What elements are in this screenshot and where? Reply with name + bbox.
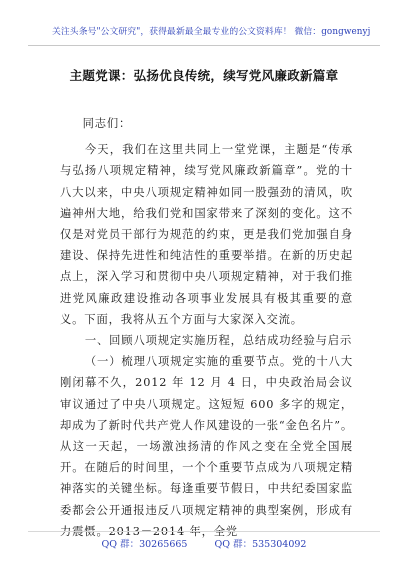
document-title: 主题党课：弘扬优良传统，续写党风廉政新篇章 (69, 68, 339, 83)
paragraph-subsection-1: （一）梳理八项规定实施的重要节点。党的十八大刚闭幕不久，2012 年 12 月 4 日，中央政治局会议审议通过了中央八项规定。这短短 600 多字的规定，却成为了新时代共产党人作风建设的一张“金色名片”。从这一天起，一场激浊扬清的作风之变在全党全国展开。在随后的时间里，一个个重要节点成为八项规定精神落实的关键坐标。每逢重要节假日，中共纪委国家监委都会公开通报违反八项规定精神的典型案例，形成有力震慑。2013－2014 年，全党 (60, 355, 353, 538)
section-heading-1: 一、回顾八项规定实施历程，总结成功经验与启示 (84, 334, 353, 348)
salutation: 同志们： (82, 117, 132, 130)
footer-divider (28, 531, 380, 532)
footer-qq-group-2: QQ 群：535304092 (214, 539, 307, 550)
footer-qq-group-1: QQ 群：30265665 (101, 539, 188, 550)
footer-contact (0, 536, 408, 550)
document-body (60, 113, 353, 542)
header-notice: 关注头条号"公文研究"，获得最新最全最专业的公文资料库！ 微信：gongwenyj (52, 27, 371, 37)
paragraph-intro: 今天，我们在这里共同上一堂党课，主题是“传承与弘扬八项规定精神，续写党风廉政新篇章”。党的十八大以来，中央八项规定精神如同一股强劲的清风，吹遍神州大地，给我们党和国家带来了深刻的变化。这不仅是对党员干部行为规范的约束，更是我们党加强自身建设、保持先进性和纯洁性的重要举措。在新的历史起点上，深入学习和贯彻中央八项规定精神，对于我们推进党风廉政建设推动各项事业发展具有极其重要的意义。下面，我将从五个方面与大家深入交流。 (60, 143, 353, 326)
header-divider (28, 45, 380, 46)
